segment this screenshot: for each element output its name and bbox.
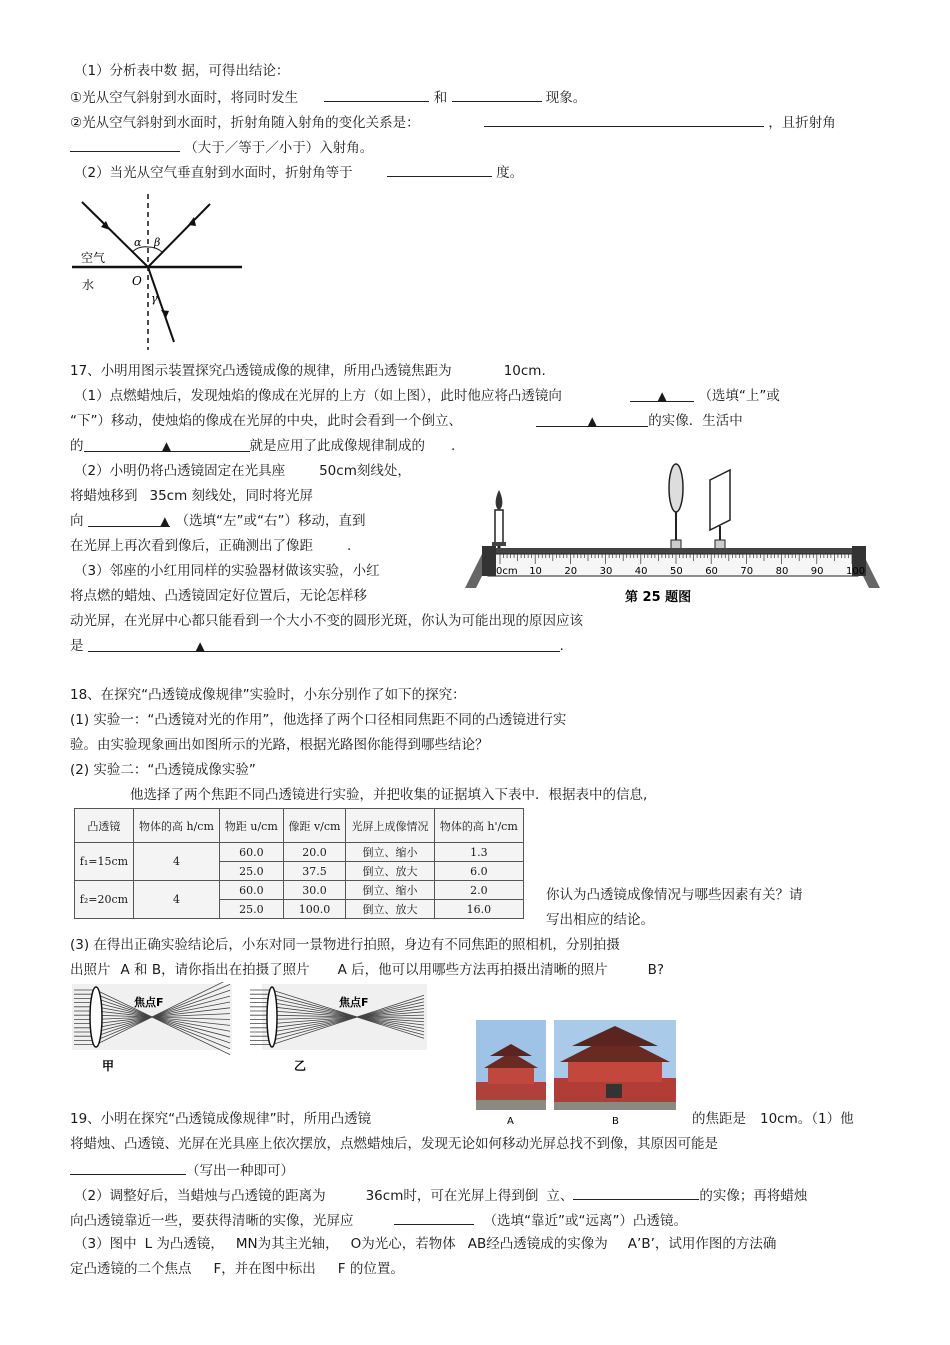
q19-line-7 bbox=[70, 1260, 404, 1278]
q17-text: . bbox=[347, 538, 352, 554]
table-cell: 6.0 bbox=[434, 862, 523, 881]
table-cell: 30.0 bbox=[283, 881, 346, 900]
blank-marker: ▲ bbox=[160, 514, 170, 528]
q19-text: MN为其主光轴， bbox=[235, 1236, 339, 1252]
q18-line-6: (3) 在得出正确实验结论后，小东对同一景物进行拍照，身边有不同焦距的照相机，分别拍摄 bbox=[70, 937, 620, 953]
q17-line-4 bbox=[70, 437, 455, 455]
q17-text: 35cm 刻线处，同时将光屏 bbox=[149, 488, 314, 504]
table-cell: 60.0 bbox=[220, 881, 284, 900]
blank-marker: ▲ bbox=[195, 639, 205, 653]
q16-line-3 bbox=[70, 112, 836, 132]
q17-line-8 bbox=[70, 537, 351, 555]
q17-text: 的实像．生活中 bbox=[648, 413, 743, 429]
table-header: 物体的高 h'/cm bbox=[434, 809, 523, 843]
bench-tick-label: 90 bbox=[810, 566, 824, 577]
q19-text: AB经凸透镜成的实像为 bbox=[467, 1236, 608, 1252]
q17-text: 17、小明用图示装置探究凸透镜成像的规律，所用凸透镜焦距为 bbox=[70, 363, 452, 379]
q18-line-1: 18、在探究“凸透镜成像规律”实验时，小东分别作了如下的探究： bbox=[70, 687, 466, 703]
bench-tick-label: 40 bbox=[634, 566, 648, 577]
blank-marker: ▲ bbox=[587, 414, 597, 428]
q17-line-2 bbox=[74, 387, 780, 405]
q16-line-5 bbox=[74, 162, 523, 182]
answer-blank[interactable] bbox=[394, 1210, 474, 1225]
q19-text: L 为凸透镜， bbox=[144, 1236, 224, 1252]
q16-text: （大于／等于／小于）入射角。 bbox=[184, 140, 374, 156]
table-row bbox=[75, 843, 524, 862]
bench-tick-label: 60 bbox=[705, 566, 718, 577]
q18-line-3: 验。由实验现象画出如图所示的光路，根据光路图你能得到哪些结论？ bbox=[70, 737, 489, 753]
blank-marker: ▲ bbox=[657, 389, 667, 403]
q18-side-2: 写出相应的结论。 bbox=[546, 912, 654, 928]
table-header: 凸透镜 bbox=[75, 809, 134, 843]
q19-line-1b bbox=[692, 1110, 854, 1128]
table-header: 光屏上成像情况 bbox=[346, 809, 434, 843]
bench-tick-label: 100 bbox=[846, 566, 866, 577]
q18-text: 出照片 bbox=[70, 962, 111, 978]
origin-label: O bbox=[132, 274, 142, 288]
q19-line-5 bbox=[70, 1210, 687, 1230]
bench-tick-label: 30 bbox=[599, 566, 613, 577]
answer-blank[interactable] bbox=[573, 1185, 699, 1200]
bench-tick-label: 0cm bbox=[496, 566, 518, 577]
q17-text: （1）点燃蜡烛后，发现烛焰的像成在光屏的上方（如上图），此时他应将凸透镜向 bbox=[74, 388, 562, 404]
q17-text: . bbox=[451, 438, 456, 454]
table-cell: 37.5 bbox=[283, 862, 346, 881]
lens-data-table bbox=[74, 808, 524, 919]
q19-text: （2）调整好后，当蜡烛与凸透镜的距离为 bbox=[74, 1188, 326, 1204]
q19-text: 定凸透镜的二个焦点 bbox=[70, 1261, 192, 1277]
q19-text: 向凸透镜靠近一些，要获得清晰的实像，光屏应 bbox=[70, 1213, 354, 1229]
bench-tick-label: 70 bbox=[740, 566, 754, 577]
table-header: 物距 u/cm bbox=[220, 809, 284, 843]
q17-line-3 bbox=[70, 412, 743, 430]
diagram-yi-label: 乙 bbox=[294, 1059, 307, 1073]
table-cell: 倒立、缩小 bbox=[346, 881, 434, 900]
q19-text: 36cm时，可在光屏上得到倒 bbox=[365, 1188, 539, 1204]
answer-blank[interactable] bbox=[88, 512, 170, 527]
q19-line-2: 将蜡烛、凸透镜、光屏在光具座上依次摆放，点燃蜡烛后，发现无论如何移动光屏总找不到像，其原因可能是 bbox=[70, 1136, 718, 1152]
blank-marker: ▲ bbox=[161, 439, 172, 453]
table-header: 物体的高 h/cm bbox=[133, 809, 219, 843]
q18-line-4: (2) 实验二：“凸透镜成像实验” bbox=[70, 762, 256, 778]
table-cell: 1.3 bbox=[434, 843, 523, 862]
q19-text: 的焦距是 bbox=[692, 1111, 746, 1127]
q17-text: （2）小明仍将凸透镜固定在光具座 bbox=[74, 463, 286, 479]
answer-blank[interactable] bbox=[484, 112, 764, 127]
answer-blank[interactable] bbox=[84, 437, 250, 452]
q17-line-1 bbox=[70, 362, 546, 380]
table-cell: 2.0 bbox=[434, 881, 523, 900]
bench-caption: 第 25 题图 bbox=[625, 590, 692, 605]
q19-line-1: 19、小明在探究“凸透镜成像规律”时，所用凸透镜 bbox=[70, 1111, 372, 1127]
q16-line-1: （1）分析表中数 据，可得出结论： bbox=[74, 63, 290, 79]
q19-text: 10cm。（1）他 bbox=[760, 1111, 854, 1127]
q17-text: 向 bbox=[70, 513, 84, 529]
table-cell: 25.0 bbox=[220, 900, 284, 919]
answer-blank[interactable] bbox=[70, 1160, 186, 1175]
table-cell: 20.0 bbox=[283, 843, 346, 862]
q17-line-7 bbox=[70, 512, 365, 530]
q17-text: 50cm刻线处， bbox=[319, 463, 411, 479]
table-header-row bbox=[75, 809, 524, 843]
q19-text: A’B’，试用作图的方法确 bbox=[627, 1236, 777, 1252]
answer-blank[interactable] bbox=[630, 387, 694, 402]
photo-b bbox=[554, 1020, 676, 1110]
q16-line-2 bbox=[70, 87, 586, 107]
answer-blank[interactable] bbox=[387, 162, 492, 177]
q19-text: F 的位置。 bbox=[337, 1261, 404, 1277]
air-label: 空气 bbox=[81, 251, 106, 265]
q19-text: （3）图中 bbox=[74, 1236, 137, 1252]
q19-line-6 bbox=[74, 1235, 776, 1253]
q16-text: 度。 bbox=[496, 165, 524, 181]
q18-line-2: (1) 实验一：“凸透镜对光的作用”，他选择了两个口径相同焦距不同的凸透镜进行实 bbox=[70, 712, 567, 728]
optical-bench-diagram bbox=[460, 460, 890, 610]
alpha-label: α bbox=[134, 236, 142, 249]
beta-label: β bbox=[154, 236, 161, 249]
table-cell: 倒立、放大 bbox=[346, 900, 434, 919]
q18-text: A 和 B，请你指出在拍摄了照片 bbox=[120, 962, 310, 978]
q17-text: 是 bbox=[70, 638, 84, 654]
focus-label-b: 焦点F bbox=[339, 996, 369, 1009]
q16-text: 现象。 bbox=[545, 90, 587, 106]
q19-text: F，并在图中标出 bbox=[213, 1261, 316, 1277]
q19-text: O为光心，若物体 bbox=[350, 1236, 456, 1252]
bench-tick-label: 20 bbox=[564, 566, 578, 577]
answer-blank[interactable] bbox=[88, 637, 560, 652]
bench-tick-label: 80 bbox=[775, 566, 789, 577]
refraction-diagram bbox=[70, 192, 250, 352]
q17-line-6 bbox=[70, 487, 313, 505]
q18-line-7 bbox=[70, 961, 664, 979]
table-cell: 倒立、缩小 bbox=[346, 843, 434, 862]
q17-text: 将蜡烛移到 bbox=[70, 488, 138, 504]
q16-text: ②光从空气斜射到水面时，折射角随入射角的变化关系是： bbox=[70, 115, 420, 131]
q17-text: 就是应用了此成像规律制成的 bbox=[249, 438, 425, 454]
table-row bbox=[75, 881, 524, 900]
q16-text: 和 bbox=[433, 90, 448, 106]
table-cell: f₂=20cm bbox=[75, 881, 134, 919]
q18-line-5: 他选择了两个焦距不同凸透镜进行实验，并把收集的证据填入下表中．根据表中的信息, bbox=[130, 787, 648, 803]
q17-text: （选填“上”或 bbox=[698, 388, 780, 404]
q17-text: . bbox=[559, 638, 564, 654]
q18-text: A 后，他可以用哪些方法再拍摄出清晰的照片 bbox=[337, 962, 608, 978]
q19-line-4 bbox=[74, 1185, 807, 1205]
q19-text: 的实像；再将蜡烛 bbox=[699, 1188, 808, 1204]
q17-line-10: 将点燃的蜡烛、凸透镜固定好位置后，无论怎样移 bbox=[70, 588, 367, 604]
photo-a bbox=[476, 1020, 546, 1110]
q17-text: “下”）移动，使烛焰的像成在光屏的中央，此时会看到一个倒立、 bbox=[70, 413, 462, 429]
q17-line-9: （3）邻座的小红用同样的实验器材做该实验，小红 bbox=[74, 563, 380, 579]
table-cell: 100.0 bbox=[283, 900, 346, 919]
table-cell: 60.0 bbox=[220, 843, 284, 862]
q19-text: （选填“靠近”或“远离”）凸透镜。 bbox=[483, 1213, 687, 1229]
q19-text: （写出一种即可） bbox=[186, 1163, 294, 1179]
photo-b-label: B bbox=[612, 1116, 619, 1127]
table-cell: 4 bbox=[133, 843, 219, 881]
q16-text: ①光从空气斜射到水面时，将同时发生 bbox=[70, 90, 299, 106]
answer-blank[interactable] bbox=[70, 137, 180, 152]
q16-line-4 bbox=[70, 137, 373, 157]
bench-tick-label: 10 bbox=[529, 566, 542, 577]
lens-ray-diagrams bbox=[72, 982, 427, 1074]
q16-text: （2）当光从空气垂直射到水面时，折射角等于 bbox=[74, 165, 353, 181]
q17-text: （选填“左”或“右”）移动，直到 bbox=[175, 513, 366, 529]
table-cell: f₁=15cm bbox=[75, 843, 134, 881]
diagram-jia-label: 甲 bbox=[102, 1059, 115, 1073]
q17-line-5 bbox=[74, 462, 411, 480]
table-cell: 倒立、放大 bbox=[346, 862, 434, 881]
water-label: 水 bbox=[82, 278, 95, 292]
q19-text: 立、 bbox=[546, 1188, 574, 1204]
answer-blank[interactable] bbox=[452, 87, 542, 102]
q17-text: 在光屏上再次看到像后，正确测出了像距 bbox=[70, 538, 313, 554]
q17-line-12 bbox=[70, 637, 564, 655]
q16-text: ，且折射角 bbox=[768, 115, 836, 131]
table-cell: 4 bbox=[133, 881, 219, 919]
focus-label-a: 焦点F bbox=[134, 996, 164, 1009]
q17-line-11: 动光屏，在光屏中心都只能看到一个大小不变的圆形光斑，你认为可能出现的原因应该 bbox=[70, 613, 583, 629]
answer-blank[interactable] bbox=[324, 87, 429, 102]
tiananmen-photos bbox=[476, 1020, 676, 1130]
table-cell: 25.0 bbox=[220, 862, 284, 881]
q18-text: B? bbox=[647, 962, 665, 978]
table-header: 像距 v/cm bbox=[283, 809, 346, 843]
table-cell: 16.0 bbox=[434, 900, 523, 919]
q18-side-1: 你认为凸透镜成像情况与哪些因素有关？请 bbox=[546, 887, 803, 903]
q19-line-3 bbox=[70, 1160, 294, 1180]
answer-blank[interactable] bbox=[536, 412, 648, 427]
q17-text: 10cm. bbox=[503, 363, 546, 379]
gamma-label: γ bbox=[151, 292, 158, 305]
photo-a-label: A bbox=[507, 1116, 514, 1127]
bench-tick-label: 50 bbox=[670, 566, 683, 577]
q17-text: 的 bbox=[70, 438, 84, 454]
